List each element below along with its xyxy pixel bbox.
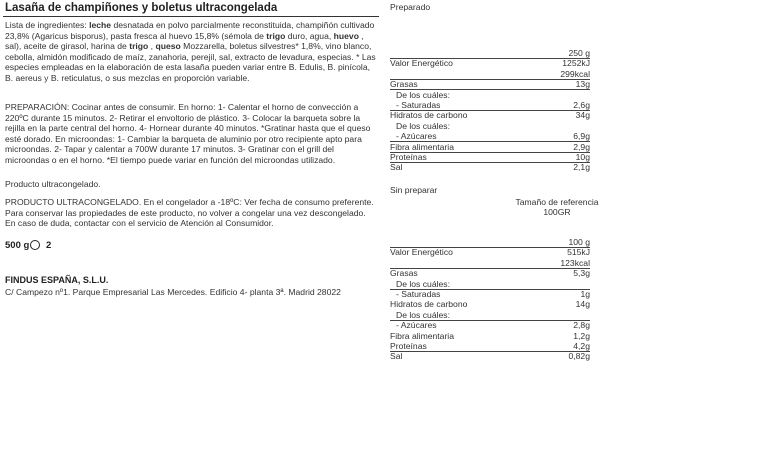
nutrient-value: 14g (575, 299, 590, 310)
nutrition-row (390, 121, 590, 131)
ingredient-text-segment: Lista de ingredientes: (5, 20, 90, 30)
nutrition-row (390, 152, 590, 162)
estimated-sign-icon (30, 240, 40, 250)
allergen-highlight: queso (155, 41, 181, 52)
preparation-text: PREPARACIÓN: Cocinar antes de consumir. En horno: 1- Calentar el horno de convección a 220ºC durante 15 minutos. 2- Retirar el envoltorio de plástico. 3- Colocar la barqueta sobre la rejilla en la parte central del horno. 4- Hornear durante 40 minutos. *Gratinar hasta que el queso esté dorado. En microondas: 1- Cambiar la barqueta de aluminio por otro recipiente apto para microondas. 2- Tapar y calentar a 700W durante 17 minutos. 3- Gratinar con el grill del microondas o en el horno. *El tiempo puede variar en función del microondas utilizado. (5, 102, 371, 165)
nutrient-label: Valor Energético (390, 247, 453, 258)
nutrient-value: 6,9g (573, 131, 590, 142)
reference-size-label: Tamaño de referencia (515, 197, 599, 207)
nutrient-label: - Azúcares (396, 320, 437, 331)
nutrition-row (390, 237, 590, 247)
nutrition-row (390, 79, 590, 89)
nutrition-row (390, 331, 590, 341)
nutrient-value: 13g (575, 79, 590, 90)
nutrient-label: Proteínas (390, 341, 427, 351)
product-title: Lasaña de champiñones y boletus ultracongelada (5, 2, 278, 14)
nutrient-label: De los cuáles: (396, 89, 450, 100)
allergen-highlight: trigo (129, 41, 149, 52)
nutrient-value: 2,6g (573, 100, 590, 110)
nutrition-row (390, 351, 590, 361)
nutrient-label: Fibra alimentaria (390, 330, 454, 341)
title-divider (3, 16, 379, 17)
nutrition-row (390, 90, 590, 100)
nutrient-value: 250 g (568, 48, 590, 58)
nutrient-label: - Saturadas (396, 289, 441, 299)
nutrient-value: 10g (575, 152, 590, 162)
nutrient-label: De los cuáles: (396, 309, 450, 320)
nutrition-row (390, 142, 590, 152)
nutrient-value: 1,2g (573, 330, 590, 341)
nutrient-label: Fibra alimentaria (390, 141, 454, 152)
product-type-text: Producto ultracongelado. (5, 179, 101, 189)
nutrient-label: Hidratos de carbono (390, 110, 468, 121)
nutrient-value: 2,9g (573, 141, 590, 152)
nutrient-label: - Azúcares (396, 131, 437, 142)
ingredient-text-segment: , (148, 41, 156, 52)
nutrient-value: 100 g (568, 237, 590, 247)
nutrient-value: 0,82g (568, 351, 590, 362)
company-address: C/ Campezo nº1. Parque Empresarial Las Mercedes. Edificio 4- planta 3ª. Madrid 28022 (5, 287, 341, 297)
nutrition-row (390, 289, 590, 299)
nutrient-label: Sal (390, 162, 403, 173)
net-weight-value: 500 g (5, 240, 30, 251)
nutrient-value: 299kcal (560, 68, 590, 79)
nutrient-value: 2,8g (573, 320, 590, 331)
prepared-heading: Preparado (390, 2, 431, 12)
nutrition-row (390, 100, 590, 110)
ingredient-text-segment: Mozzarella, boletus silvestres* 1,8%, vino blanco, cebolla, almidón modificado de maíz, zanahoria, perejil, sal, extracto de levadura, especias. * Las especies empleadas en la elaboración de esta lasaña pueden variar entre B. Edulis, B. pinícola, B. aereus y B. reticulatus, o sus mezclas en proporción variable. (5, 41, 376, 83)
nutrition-row (390, 69, 590, 79)
nutrient-value: 34g (575, 110, 590, 121)
nutrient-value: 1252kJ (562, 58, 590, 69)
nutrient-label: Grasas (390, 268, 418, 279)
nutrient-label: - Saturadas (396, 100, 441, 110)
nutrient-value: 123kcal (560, 257, 590, 268)
ingredient-text-segment: , sal), aceite de girasol, harina de (5, 30, 364, 52)
nutrient-value: 5,3g (573, 268, 590, 279)
ingredients-text (5, 20, 377, 84)
allergen-highlight: trigo (266, 30, 286, 41)
nutrition-row (390, 341, 590, 351)
nutrient-label: Valor Energético (390, 58, 453, 69)
nutrition-row (390, 162, 590, 172)
nutrition-row (390, 48, 590, 58)
nutrient-label: Sal (390, 351, 403, 362)
allergen-highlight: huevo (333, 30, 359, 41)
portions-value: 2 (45, 240, 52, 251)
nutrition-row (390, 258, 590, 268)
nutrient-label: De los cuáles: (396, 278, 450, 289)
ingredient-text-segment: desnatada en polvo parcialmente reconstituida, champiñón cultivado 23,8% (Agaricus bisporus), pasta fresca al huevo 15,8% (sémola de (5, 20, 375, 41)
nutrient-label: Grasas (390, 79, 418, 90)
nutrient-label: Proteínas (390, 152, 427, 162)
nutrition-row (390, 320, 590, 330)
reference-size-value: 100GR (543, 207, 571, 217)
ingredient-text-segment: duro, agua, (285, 30, 334, 41)
nutrition-row (390, 279, 590, 289)
nutrition-row (390, 110, 590, 120)
nutrition-row (390, 268, 590, 278)
allergen-highlight: leche (89, 20, 112, 30)
nutrition-row (390, 247, 590, 257)
company-name: FINDUS ESPAÑA, S.L.U. (5, 275, 109, 285)
storage-text: PRODUCTO ULTRACONGELADO. En el congelador a -18ºC: Ver fecha de consumo preferente. Para conservar las propiedades de este producto, no volver a congelar una vez descongelado. En caso de duda, contactar con el servicio de Atención al Consumidor. (5, 197, 374, 229)
nutrition-row (390, 299, 590, 309)
nutrition-panel (385, 0, 759, 450)
nutrition-row (390, 131, 590, 141)
nutrition-row (390, 310, 590, 320)
nutrient-value: 2,1g (573, 162, 590, 173)
nutrient-value: 1g (580, 289, 590, 299)
unprepared-heading: Sin preparar (390, 185, 438, 195)
nutrition-row (390, 58, 590, 68)
nutrient-value: 515kJ (567, 247, 590, 258)
nutrient-label: Hidratos de carbono (390, 299, 468, 310)
nutrient-label: De los cuáles: (396, 120, 450, 131)
net-weight (5, 240, 51, 251)
nutrient-value: 4,2g (573, 341, 590, 351)
